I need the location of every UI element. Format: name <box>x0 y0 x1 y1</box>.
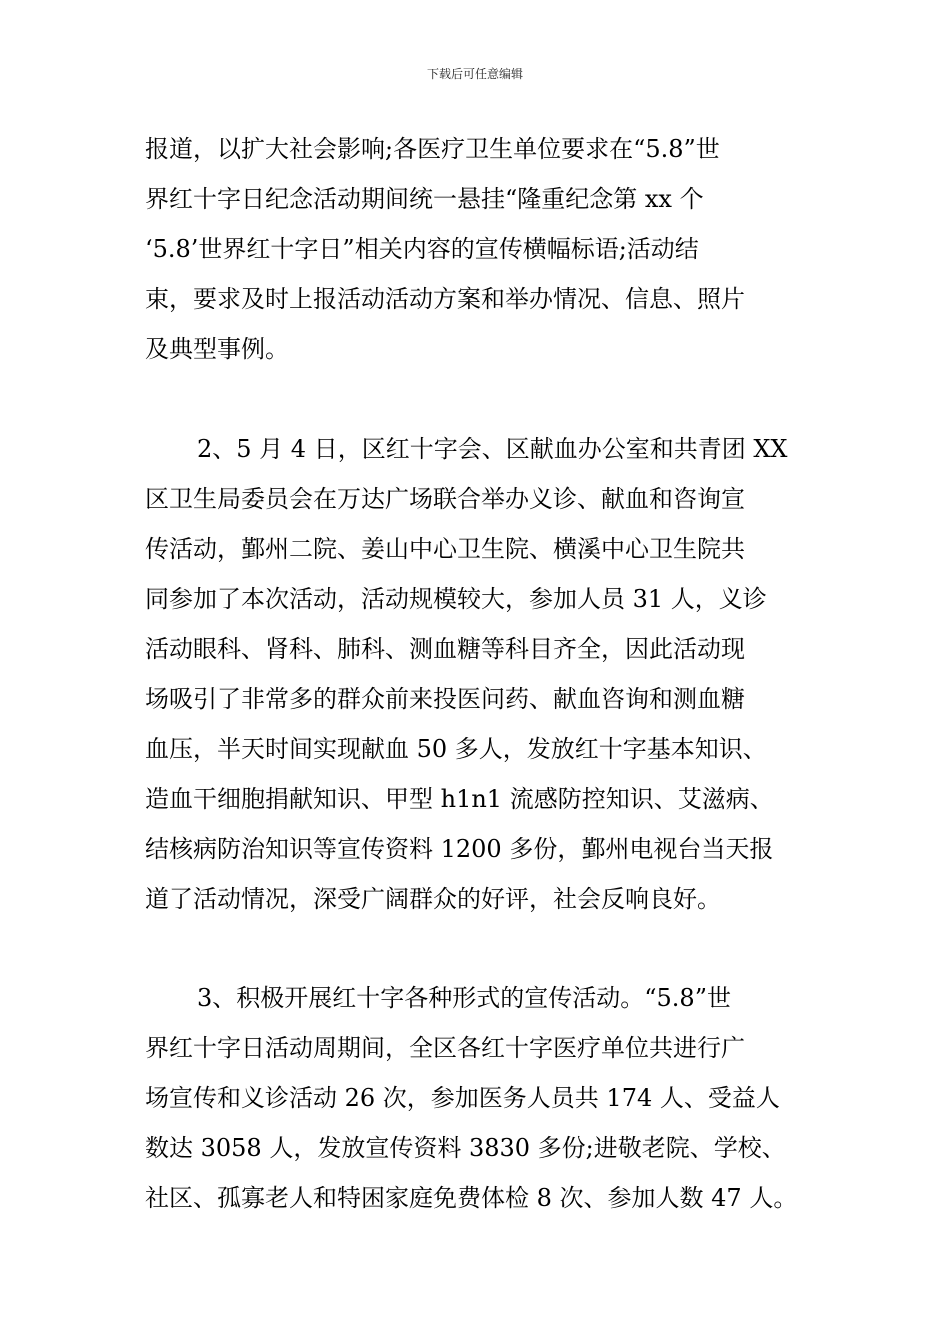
paragraph-line: 束，要求及时上报活动活动方案和举办情况、信息、照片 <box>145 285 745 313</box>
paragraph-line: 社区、孤寡老人和特困家庭免费体检 8 次、参加人数 47 人。 <box>145 1184 798 1212</box>
paragraph-line: 血压，半天时间实现献血 50 多人，发放红十字基本知识、 <box>145 735 767 763</box>
paragraph-line: ‘5.8’世界红十字日”相关内容的宣传横幅标语;活动结 <box>145 235 699 263</box>
paragraph-line: 场宣传和义诊活动 26 次，参加医务人员共 174 人、受益人 <box>145 1084 780 1112</box>
paragraph-line: 报道，以扩大社会影响;各医疗卫生单位要求在“5.8”世 <box>145 135 720 163</box>
paragraph-line: 道了活动情况，深受广阔群众的好评，社会反响良好。 <box>145 885 721 913</box>
paragraph-line: 界红十字日纪念活动期间统一悬挂“隆重纪念第 xx 个 <box>145 185 704 213</box>
paragraph-line: 3、积极开展红十字各种形式的宣传活动。“5.8”世 <box>197 984 731 1012</box>
paragraph-line: 数达 3058 人，发放宣传资料 3830 多份;进敬老院、学校、 <box>145 1134 786 1162</box>
paragraph-line: 2、5 月 4 日，区红十字会、区献血办公室和共青团 XX <box>197 435 788 463</box>
paragraph-line: 同参加了本次活动，活动规模较大，参加人员 31 人，义诊 <box>145 585 767 613</box>
paragraph-line: 结核病防治知识等宣传资料 1200 多份，鄞州电视台当天报 <box>145 835 774 863</box>
paragraph-line: 界红十字日活动周期间，全区各红十字医疗单位共进行广 <box>145 1034 745 1062</box>
page-header-note: 下载后可任意编辑 <box>426 67 523 81</box>
paragraph-3 <box>145 973 835 1223</box>
paragraph-line: 活动眼科、肾科、肺科、测血糖等科目齐全，因此活动现 <box>145 635 745 663</box>
paragraph-line: 区卫生局委员会在万达广场联合举办义诊、献血和咨询宣 <box>145 485 745 513</box>
paragraph-2 <box>145 424 835 924</box>
paragraph-line: 造血干细胞捐献知识、甲型 h1n1 流感防控知识、艾滋病、 <box>145 785 774 813</box>
paragraph-line: 传活动，鄞州二院、姜山中心卫生院、横溪中心卫生院共 <box>145 535 745 563</box>
paragraph-1 <box>145 124 835 374</box>
paragraph-line: 场吸引了非常多的群众前来投医问药、献血咨询和测血糖 <box>145 685 745 713</box>
paragraph-line: 及典型事例。 <box>145 335 289 363</box>
